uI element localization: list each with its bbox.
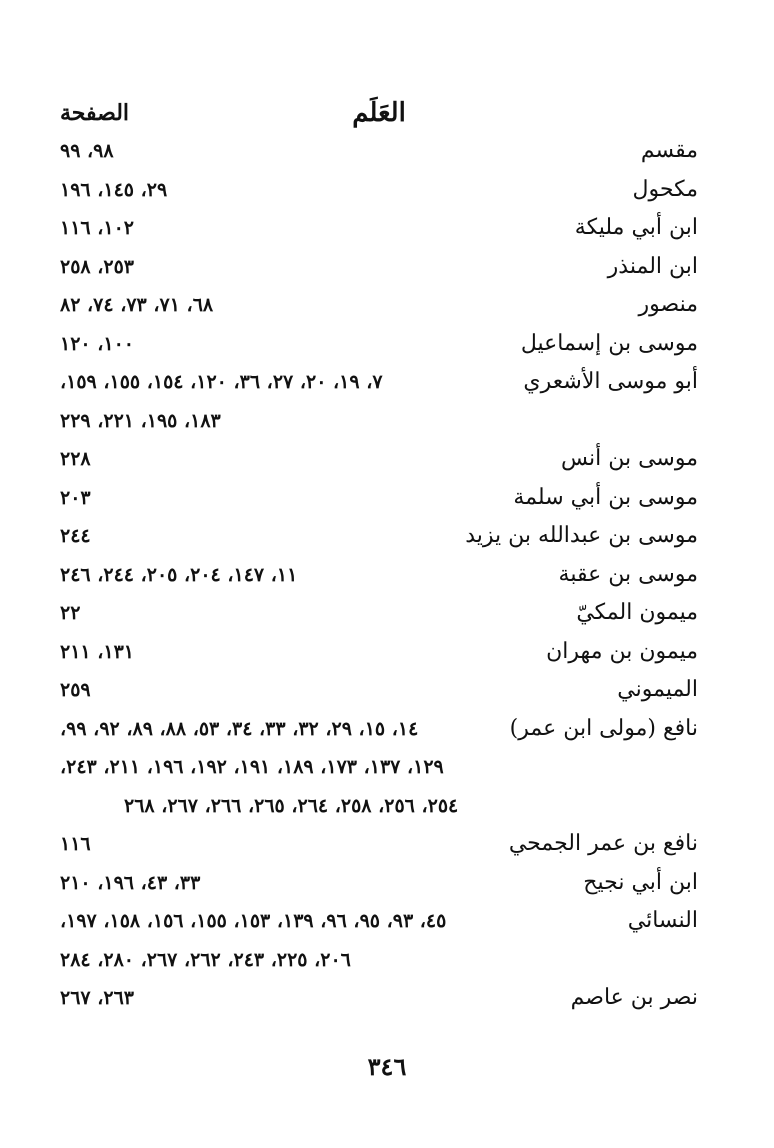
index-entry (60, 598, 698, 637)
index-entry (60, 714, 698, 753)
index-list (60, 136, 698, 1022)
entry-name: موسى بن أبي سلمة (513, 484, 698, 510)
entry-pages: ٢٠٣ (60, 486, 91, 509)
page-number: ٣٤٦ (367, 1052, 407, 1081)
entry-pages: ١٤، ١٥، ٢٩، ٣٢، ٣٣، ٣٤، ٥٣، ٨٨، ٨٩، ٩٢، ٩٩، (60, 717, 419, 740)
entry-pages: ٢٤٤ (60, 525, 91, 547)
entry-name: موسى بن عبدالله بن يزيد (465, 523, 698, 548)
entry-name: نافع (مولى ابن عمر) (509, 715, 698, 741)
entry-pages: ٢٢ (60, 602, 81, 624)
index-entry (60, 329, 698, 368)
entry-name: نصر بن عاصم (570, 985, 698, 1010)
index-entry (60, 983, 698, 1022)
entry-pages: ١٠٠، ١٢٠ (60, 332, 134, 355)
entry-pages: ١١٦ (60, 833, 91, 855)
entry-name: مقسم (640, 138, 698, 163)
entry-pages: ٢٥٣، ٢٥٨ (60, 255, 134, 278)
entry-pages: ٧، ١٩، ٢٠، ٢٧، ٣٦، ١٢٠، ١٥٤، ١٥٥، ١٥٩، (60, 371, 383, 393)
index-entry (60, 290, 698, 329)
index-entry (60, 406, 698, 445)
entry-name: النسائي (627, 908, 698, 933)
index-entry (60, 829, 698, 868)
entry-pages: ٢٦٣، ٢٦٧ (60, 987, 134, 1009)
entry-pages: ١٣١، ٢١١ (60, 640, 134, 663)
column-title-page: الصفحة (60, 100, 130, 126)
entry-pages: ١٢٩، ١٣٧، ١٧٣، ١٨٩، ١٩١، ١٩٢، ١٩٦، ٢١١، ٢٤٣، (60, 756, 444, 778)
entry-pages: ٢٢٨ (60, 448, 91, 470)
entry-name: ابن أبي مليكة (574, 215, 698, 240)
index-entry (60, 521, 698, 560)
entry-pages: ٤٥، ٩٣، ٩٥، ٩٦، ١٣٩، ١٥٣، ١٥٥، ١٥٦، ١٥٨، ١٩٧، (60, 910, 447, 932)
entry-pages: ١١، ١٤٧، ٢٠٤، ٢٠٥، ٢٤٤، ٢٤٦ (60, 563, 298, 586)
entry-pages: ٢٠٦، ٢٢٥، ٢٤٣، ٢٦٢، ٢٦٧، ٢٨٠، ٢٨٤ (60, 948, 351, 971)
index-entry (60, 367, 698, 406)
entry-pages: ٢٩، ١٤٥، ١٩٦ (60, 178, 168, 201)
index-entry (60, 483, 698, 522)
entry-name: أبو موسى الأشعري (523, 369, 698, 394)
index-entry (60, 252, 698, 291)
entry-pages: ١٨٣، ١٩٥، ٢٢١، ٢٢٩ (60, 409, 221, 432)
entry-name: ميمون المكيّ (576, 600, 698, 625)
index-entry (60, 868, 698, 907)
entry-name: موسى بن عقبة (558, 561, 698, 587)
index-entry (60, 637, 698, 676)
index-entry (60, 136, 698, 175)
index-entry (60, 906, 698, 945)
entry-pages: ٢٥٩ (60, 679, 91, 701)
entry-name: ميمون بن مهران (546, 638, 698, 664)
index-entry (60, 213, 698, 252)
entry-name: موسى بن أنس (560, 446, 698, 471)
index-entry (60, 945, 698, 984)
entry-pages: ٦٨، ٧١، ٧٣، ٧٤، ٨٢ (60, 294, 214, 316)
entry-pages: ٣٣، ٤٣، ١٩٦، ٢١٠ (60, 871, 201, 894)
entry-name: موسى بن إسماعيل (520, 330, 698, 356)
index-entry (60, 175, 698, 214)
index-header (60, 96, 698, 136)
index-entry (60, 675, 698, 714)
index-entry (60, 444, 698, 483)
entry-name: ابن أبي نجيح (583, 869, 698, 895)
entry-pages: ١٠٢، ١١٦ (60, 217, 134, 239)
entry-name: منصور (638, 292, 698, 317)
entry-pages: ٩٨، ٩٩ (60, 140, 114, 162)
entry-pages: ٢٥٤، ٢٥٦، ٢٥٨، ٢٦٤، ٢٦٥، ٢٦٦، ٢٦٧، ٢٦٨ (124, 794, 459, 817)
entry-name: مكحول (632, 176, 698, 202)
index-entry (60, 791, 698, 830)
entry-name: الميموني (617, 677, 698, 702)
column-title-name: العَلَم (352, 98, 406, 128)
index-entry (60, 560, 698, 599)
index-entry (60, 752, 698, 791)
entry-name: نافع بن عمر الجمحي (508, 831, 698, 856)
entry-name: ابن المنذر (607, 253, 698, 279)
